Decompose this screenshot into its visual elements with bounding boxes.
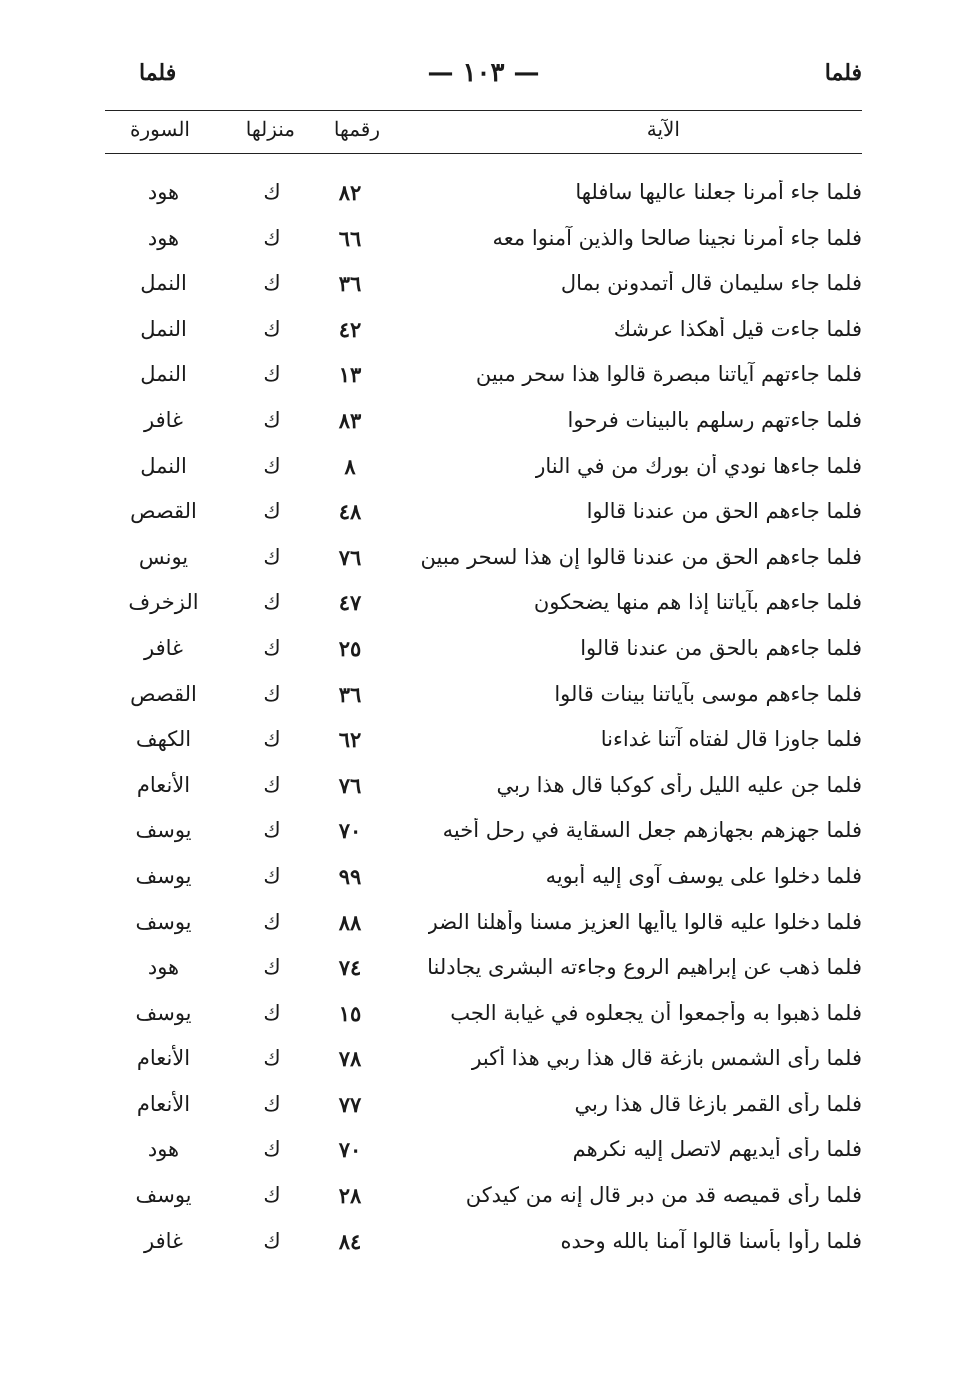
verse-number: ٨٤ xyxy=(338,1228,362,1254)
revelation-place: ك xyxy=(263,1046,281,1071)
table-row xyxy=(105,176,862,222)
surah-name: القصص xyxy=(130,681,197,706)
table-row xyxy=(105,541,862,587)
verse-text: فلما دخلوا عليه قالوا ياأيها العزيز مسنا وأهلنا الضر xyxy=(427,909,862,934)
table-row xyxy=(105,860,862,906)
revelation-place: ك xyxy=(263,407,281,432)
surah-name: النمل xyxy=(140,453,187,478)
table-row xyxy=(105,495,862,541)
verse-number: ٨٢ xyxy=(338,180,362,205)
verse-text: فلما دخلوا على يوسف آوى إليه أبويه xyxy=(545,863,862,888)
verse-number: ٨٣ xyxy=(338,407,362,433)
revelation-place: ك xyxy=(263,1000,281,1025)
table-row xyxy=(105,1088,862,1134)
verse-text: فلما رأى القمر بازغا قال هذا ربي xyxy=(574,1091,862,1116)
table-row xyxy=(105,632,862,678)
table-row xyxy=(105,678,862,724)
verse-text: فلما جهزهم بجهازهم جعل السقاية في رحل أخيه xyxy=(442,818,862,843)
verse-text: فلما ذهبوا به وأجمعوا أن يجعلوه في غيابة الجب xyxy=(450,1000,862,1025)
verse-number: ٧٧ xyxy=(338,1091,362,1117)
header-rule-bottom xyxy=(105,153,862,154)
verse-text: فلما جاءهم بآياتنا إذا هم منها يضحكون xyxy=(533,590,862,615)
verse-text: فلما جاء سليمان قال أتمدونن بمال xyxy=(560,271,862,296)
surah-name: يوسف xyxy=(135,909,192,934)
table-row xyxy=(105,450,862,496)
verse-text: فلما ذهب عن إبراهيم الروع وجاءته البشرى يجادلنا xyxy=(427,955,862,980)
surah-name: يوسف xyxy=(135,1183,192,1208)
revelation-place: ك xyxy=(263,681,281,706)
header-word-right: فلما xyxy=(824,60,862,86)
verse-number: ٨ xyxy=(344,453,356,479)
revelation-place: ك xyxy=(263,453,281,478)
running-header xyxy=(105,58,862,94)
verse-text: فلما جاءهم بالحق من عندنا قالوا xyxy=(580,635,862,660)
surah-name: غافر xyxy=(143,635,183,660)
surah-name: الكهف xyxy=(135,727,192,752)
revelation-place: ك xyxy=(263,225,281,250)
verse-number: ٢٥ xyxy=(338,635,362,661)
verse-number: ٦٢ xyxy=(338,727,362,753)
revelation-place: ك xyxy=(263,955,281,980)
table-row xyxy=(105,723,862,769)
verse-number: ٧٠ xyxy=(338,818,362,844)
surah-name: هود xyxy=(147,180,180,204)
verse-text: فلما رأى أيديهم لاتصل إليه نكرهم xyxy=(572,1137,862,1162)
table-row xyxy=(105,1042,862,1088)
table-row xyxy=(105,997,862,1043)
verse-number: ١٥ xyxy=(338,1000,362,1026)
verse-number: ٧٨ xyxy=(338,1046,362,1072)
header-word-left: فلما xyxy=(139,60,177,86)
surah-name: هود xyxy=(147,955,180,980)
surah-name: غافر xyxy=(143,1228,183,1253)
verse-text: فلما جاءتهم آياتنا مبصرة قالوا هذا سحر مبين xyxy=(475,362,862,387)
column-header-verse: الآية xyxy=(646,117,680,141)
revelation-place: ك xyxy=(263,1091,281,1116)
index-table xyxy=(105,176,862,1270)
verse-number: ١٣ xyxy=(338,362,362,388)
verse-text: فلما رأوا بأسنا قالوا آمنا بالله وحده xyxy=(560,1228,862,1253)
verse-text: فلما جاءت قيل أهكذا عرشك xyxy=(613,316,862,341)
verse-text: فلما جن عليه الليل رأى كوكبا قال هذا ربي xyxy=(496,772,862,797)
table-row xyxy=(105,769,862,815)
surah-name: يوسف xyxy=(135,818,192,843)
revelation-place: ك xyxy=(263,635,281,660)
table-row xyxy=(105,404,862,450)
verse-number: ٤٧ xyxy=(338,590,362,616)
verse-number: ٢٨ xyxy=(338,1183,362,1209)
revelation-place: ك xyxy=(263,818,281,843)
surah-name: غافر xyxy=(143,407,183,432)
verse-number: ٣٦ xyxy=(338,271,362,297)
revelation-place: ك xyxy=(263,362,281,387)
verse-text: فلما رأى قميصه قد من دبر قال إنه من كيدكن xyxy=(465,1183,862,1208)
verse-number: ٤٨ xyxy=(338,499,362,525)
revelation-place: ك xyxy=(263,316,281,341)
verse-number: ٤٢ xyxy=(338,316,362,342)
verse-text: فلما جاءهم الحق من عندنا قالوا إن هذا لسحر مبين xyxy=(420,544,862,569)
header-rule-top xyxy=(105,110,862,111)
table-row xyxy=(105,222,862,268)
table-row xyxy=(105,1179,862,1225)
verse-number: ٧٦ xyxy=(338,772,362,798)
surah-name: النمل xyxy=(140,362,187,387)
surah-name: هود xyxy=(147,1137,180,1162)
verse-number: ٧٠ xyxy=(338,1137,362,1163)
table-row xyxy=(105,586,862,632)
verse-text: فلما جاءتهم رسلهم بالبينات فرحوا xyxy=(567,407,862,432)
table-row xyxy=(105,1133,862,1179)
table-row xyxy=(105,313,862,359)
revelation-place: ك xyxy=(263,499,281,524)
revelation-place: ك xyxy=(263,271,281,296)
revelation-place: ك xyxy=(263,1183,281,1208)
column-header-number: رقمها xyxy=(333,117,380,141)
revelation-place: ك xyxy=(263,909,281,934)
table-row xyxy=(105,951,862,997)
column-header-surah: السورة xyxy=(130,117,190,141)
column-header-revelation: منزلها xyxy=(245,117,295,141)
revelation-place: ك xyxy=(263,727,281,752)
surah-name: النمل xyxy=(140,271,187,296)
column-headers xyxy=(105,117,862,149)
verse-text: فلما جاءها نودي أن بورك من في النار xyxy=(535,453,862,478)
surah-name: القصص xyxy=(130,499,197,524)
revelation-place: ك xyxy=(263,180,281,204)
surah-name: يونس xyxy=(138,544,189,569)
revelation-place: ك xyxy=(263,1137,281,1162)
verse-text: فلما جاءهم الحق من عندنا قالوا xyxy=(586,499,862,524)
surah-name: الأنعام xyxy=(136,1046,191,1071)
table-row xyxy=(105,906,862,952)
surah-name: هود xyxy=(147,225,180,250)
revelation-place: ك xyxy=(263,772,281,797)
verse-number: ٨٨ xyxy=(338,909,362,935)
verse-number: ٦٦ xyxy=(338,225,362,251)
surah-name: الأنعام xyxy=(136,1091,191,1116)
verse-text: فلما جاءهم موسى بآياتنا بينات قالوا xyxy=(554,681,862,706)
verse-text: فلما جاوزا قال لفتاه آتنا غداءنا xyxy=(600,727,862,752)
verse-number: ٧٤ xyxy=(338,955,362,981)
surah-name: النمل xyxy=(140,316,187,341)
verse-text: فلما رأى الشمس بازغة قال هذا ربي هذا أكبر xyxy=(471,1046,862,1071)
revelation-place: ك xyxy=(263,863,281,888)
surah-name: الزخرف xyxy=(128,590,199,615)
revelation-place: ك xyxy=(263,544,281,569)
verse-text: فلما جاء أمرنا نجينا صالحا والذين آمنوا معه xyxy=(492,225,862,250)
verse-text: فلما جاء أمرنا جعلنا عاليها سافلها xyxy=(575,180,862,204)
table-row xyxy=(105,1225,862,1271)
revelation-place: ك xyxy=(263,590,281,615)
table-row xyxy=(105,814,862,860)
verse-number: ٣٦ xyxy=(338,681,362,707)
page-number: — ١٠٣ — xyxy=(427,58,540,88)
surah-name: الأنعام xyxy=(136,772,191,797)
table-row xyxy=(105,267,862,313)
surah-name: يوسف xyxy=(135,863,192,888)
surah-name: يوسف xyxy=(135,1000,192,1025)
verse-number: ٩٩ xyxy=(338,863,362,889)
table-row xyxy=(105,358,862,404)
revelation-place: ك xyxy=(263,1228,281,1253)
verse-number: ٧٦ xyxy=(338,544,362,570)
